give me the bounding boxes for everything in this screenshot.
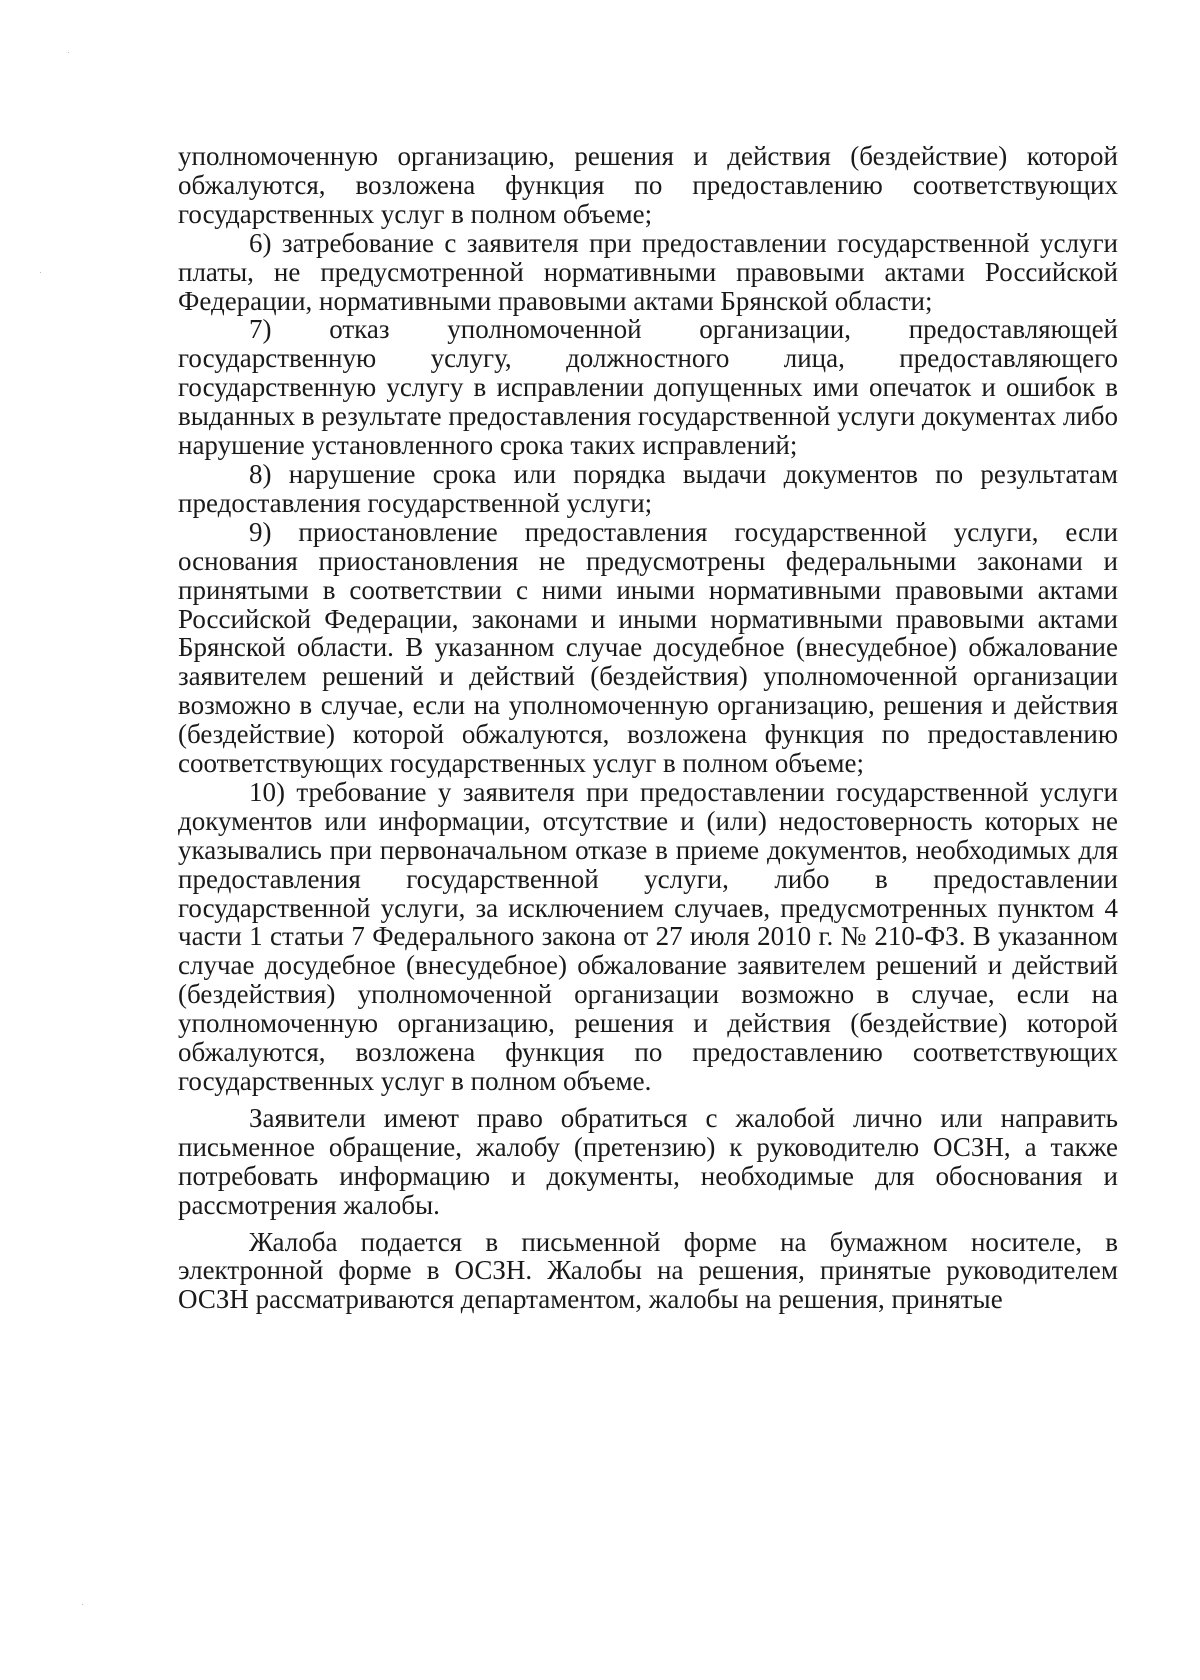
paragraph-item-9: 9) приостановление предоставления государственной услуги, если основания приостановления не предусмотрены федеральными законами и принятыми в соответствии с ними иными нормативными правовыми актами Российской Федерации, законами и иными нормативными правовыми актами Брянской области. В указанном случае досудебное (внесудебное) обжалование заявителем решений и действий (бездействия) уполномоченной организации возможно в случае, если на уполномоченную организацию, решения и действия (бездействие) которой обжалуются, возложена функция по предоставлению соответствующих государственных услуг в полном объеме; (178, 516, 1118, 779)
paragraph-complaint-filing: Жалоба подается в письменной форме на бумажном носителе, в электронной форме в ОСЗН. Жалобы на решения, принятые руководителем ОСЗН рассматриваются департаментом, жалобы на решения, принятые (178, 1226, 1118, 1315)
paragraph-item-8: 8) нарушение срока или порядка выдачи документов по результатам предоставления государственной услуги; (178, 458, 1118, 518)
paragraph-item-7: 7) отказ уполномоченной организации, предоставляющей государственную услугу, должностного лица, предоставляющего государственную услугу в исправлении допущенных ими опечаток и ошибок в выданных в результате предоставления государственной услуги документах либо нарушение установленного срока таких исправлений; (178, 314, 1118, 461)
paragraph-continuation: уполномоченную организацию, решения и действия (бездействие) которой обжалуются, возложена функция по предоставлению соответствующих государственных услуг в полном объеме; (178, 141, 1118, 229)
paragraph-complaint-right: Заявители имеют право обратиться с жалобой лично или направить письменное обращение, жалобу (претензию) к руководителю ОСЗН, а также потребовать информацию и документы, необходимые для обоснования и рассмотрения жалобы. (178, 1102, 1118, 1220)
scan-speck (68, 52, 69, 53)
paragraph-item-10: 10) требование у заявителя при предоставлении государственной услуги документов или информации, отсутствие и (или) недостоверность которых не указывались при первоначальном отказе в приеме документов, необходимых для предоставления государственной услуги, либо в предоставлении государственной услуги, за исключением случаев, предусмотренных пунктом 4 части 1 статьи 7 Федерального закона от 27 июля 2010 г. № 210-ФЗ. В указанном случае досудебное (внесудебное) обжалование заявителем решений и действий (бездействия) уполномоченной организации возможно в случае, если на уполномоченную организацию, решения и действия (бездействие) которой обжалуются, возложена функция по предоставлению соответствующих государственных услуг в полном объеме. (178, 776, 1118, 1096)
scan-speck (40, 272, 41, 273)
document-body (178, 142, 1118, 1314)
paragraph-item-6: 6) затребование с заявителя при предоставлении государственной услуги платы, не предусмотренной нормативными правовыми актами Российской Федерации, нормативными правовыми актами Брянской области; (178, 227, 1118, 316)
scan-speck (82, 1604, 83, 1605)
